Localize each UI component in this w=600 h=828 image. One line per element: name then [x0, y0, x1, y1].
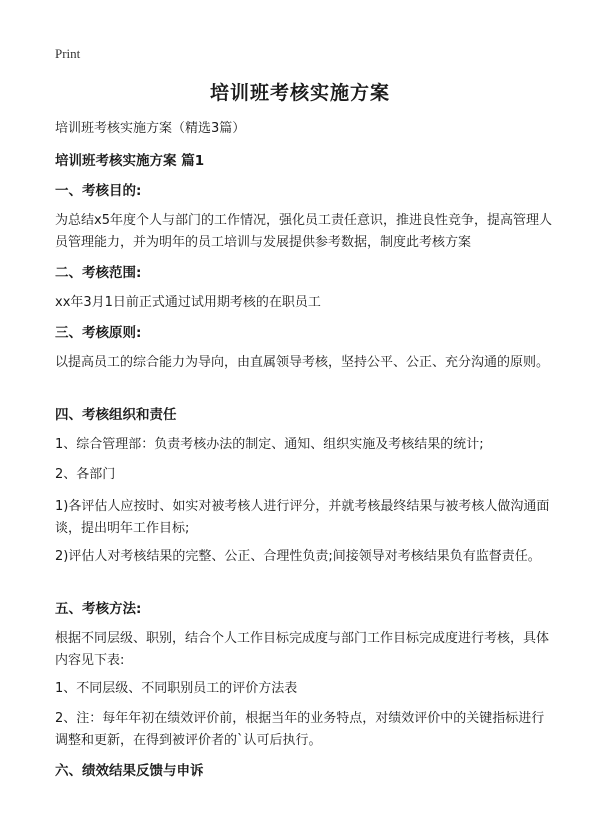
section-6-heading: 六、绩效结果反馈与申诉: [55, 763, 204, 779]
section-5-item-2: 2、注：每年年初在绩效评价前，根据当年的业务特点，对绩效评价中的关键指标进行调整和更新，在得到被评价者的`认可后执行。: [55, 711, 545, 748]
section-1-text: 为总结x5年度个人与部门的工作情况，强化员工责任意识，推进良性竞争，提高管理人员管理能力，并为明年的员工培训与发展提供参考数据，制度此考核方案: [55, 213, 552, 250]
section-3-text: 以提高员工的综合能力为导向，由直属领导考核，坚持公平、公正、充分沟通的原则。: [55, 355, 550, 370]
section-4-item-2: 2、各部门: [55, 467, 116, 482]
section-2-text: xx年3月1日前正式通过试用期考核的在职员工: [55, 295, 321, 310]
section-5-heading: 五、考核方法:: [55, 601, 142, 617]
article-heading: 培训班考核实施方案 篇1: [55, 153, 205, 169]
section-2-heading: 二、考核范围:: [55, 265, 142, 281]
section-4-item-1: 1、综合管理部：负责考核办法的制定、通知、组织实施及考核结果的统计;: [55, 437, 484, 452]
section-4-heading: 四、考核组织和责任: [55, 407, 177, 423]
document-subtitle: 培训班考核实施方案（精选3篇）: [55, 121, 246, 136]
section-3-heading: 三、考核原则:: [55, 325, 142, 341]
section-1-heading: 一、考核目的:: [55, 183, 142, 199]
section-5-item-1: 1、不同层级、不同职别员工的评价方法表: [55, 681, 298, 696]
page-title: 培训班考核实施方案: [209, 82, 390, 104]
section-4-sub-1: 1)各评估人应按时、如实对被考核人进行评分，并就考核最终结果与被考核人做沟通面谈，提出明年工作目标;: [55, 499, 550, 536]
print-label[interactable]: Print: [55, 46, 81, 61]
section-4-sub-2: 2)评估人对考核结果的完整、公正、合理性负责;间接领导对考核结果负有监督责任。: [55, 549, 541, 564]
section-5-text: 根据不同层级、职别，结合个人工作目标完成度与部门工作目标完成度进行考核，具体内容见下表:: [55, 631, 550, 668]
